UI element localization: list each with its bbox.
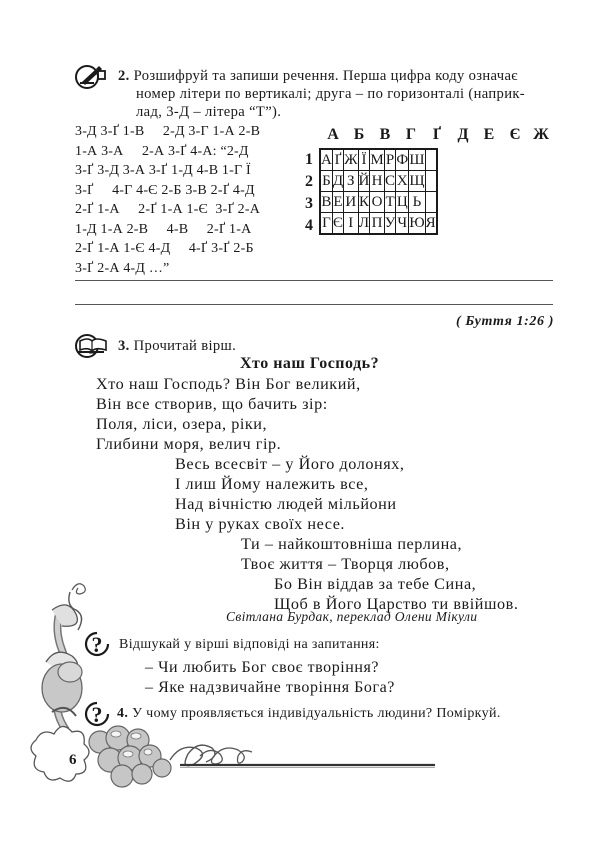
poem-line: Бо Він віддав за тебе Сина, [274, 575, 477, 593]
code-line: 2-Ґ 1-А 2-Ґ 1-А 1-Є 3-Ґ 2-А [75, 202, 261, 217]
poem-line: Глибини моря, велич гір. [96, 435, 282, 453]
task-2-line-1: Розшифруй та запиши речення. Перша цифра коду означає [133, 68, 518, 84]
code-line: 3-Ґ 3-Д 3-А 3-Ґ 1-Д 4-В 1-Г Ї [75, 163, 251, 178]
grid-cell: Ф [396, 149, 409, 171]
code-line: 1-Д 1-А 2-В 4-В 2-Ґ 1-А [75, 221, 252, 237]
grid-cell: А [320, 149, 332, 171]
table-row [320, 149, 437, 171]
poem-line: Він все створив, що бачить зір: [96, 395, 328, 413]
task-4-question: У чому проявляється індивідуальність людини? Поміркуй. [132, 706, 501, 721]
task-2-instructions [118, 67, 558, 121]
grid-cell: Ж [344, 149, 358, 171]
column-header: В [379, 126, 391, 143]
grid-cell: Ь [409, 192, 425, 213]
grid-cell: Е [332, 192, 343, 213]
poem-line: Поля, ліси, озера, ріки, [96, 415, 268, 433]
grid-cell: С [384, 171, 396, 192]
svg-text:?: ? [91, 632, 103, 657]
code-line: 3-Д 3-Ґ 1-В 2-Д 3-Г 1-А 2-В [75, 124, 261, 139]
task-2-number: 2. [118, 68, 130, 84]
column-header: Е [483, 126, 495, 143]
poem-line: Щоб в Його Царство ти ввійшов. [274, 595, 519, 613]
table-row [320, 171, 437, 192]
grid-cell: Ц [396, 192, 409, 213]
column-header: А [327, 126, 339, 143]
grid-cell: Б [320, 171, 332, 192]
table-row [320, 192, 437, 213]
grid-cell: Є [332, 213, 343, 235]
grid-cell: О [370, 192, 384, 213]
grid-cell: В [320, 192, 332, 213]
task-2-line-2: номер літери по вертикалі; друга – по горизонталі (наприк- [136, 86, 525, 102]
grid-cell: Й [358, 171, 370, 192]
grid-cell: Я [425, 213, 437, 235]
grid-cell [425, 192, 437, 213]
grid-cell: М [370, 149, 384, 171]
row-header: 4 [305, 217, 313, 234]
grid-cell: Ч [396, 213, 409, 235]
poem-line: Ти – найкоштовніша перлина, [241, 535, 463, 553]
grid-cell: Т [384, 192, 396, 213]
poem-line: Хто наш Господь? Він Бог великий, [96, 375, 361, 393]
poem-author: Світлана Бурдак, переклад Олени Мікули [226, 609, 478, 624]
code-line: 3-Ґ 2-А 4-Д …” [75, 260, 170, 276]
task-4-number: 4. [117, 706, 129, 721]
code-line: 2-Ґ 1-А 1-Є 4-Д 4-Ґ 3-Ґ 2-Б [75, 241, 254, 256]
column-header: Є [509, 126, 521, 143]
grid-cell: І [344, 213, 358, 235]
page-number: 6 [69, 752, 77, 768]
table-row [320, 213, 437, 235]
answer-line-2[interactable] [75, 304, 553, 305]
answer-line-1[interactable] [75, 280, 553, 281]
grid-cell: Д [332, 171, 343, 192]
poem-line: Твоє життя – Творця любов, [241, 555, 450, 573]
grid-cell: Ґ [332, 149, 343, 171]
grid-cell: З [344, 171, 358, 192]
question-prompt: Відшукай у вірші відповіді на запитання: [119, 637, 380, 652]
bible-reference: ( Буття 1:26 ) [456, 314, 554, 329]
cipher-code [75, 122, 290, 278]
grid-cell: Ї [358, 149, 370, 171]
grid-cell: К [358, 192, 370, 213]
grapevine-ornament-icon [30, 570, 450, 790]
svg-text:?: ? [91, 702, 103, 727]
grid-cell [425, 149, 437, 171]
grid-cell: Ш [409, 149, 425, 171]
grid-cell: Щ [409, 171, 425, 192]
poem-line: Весь всесвіт – у Його долонях, [175, 455, 405, 473]
row-header: 3 [305, 195, 313, 212]
task-3-text: Прочитай вірш. [133, 338, 237, 354]
question-item: – Чи любить Бог своє творіння? [145, 659, 380, 676]
column-header: Ж [533, 126, 549, 143]
question-item: – Яке надзвичайне творіння Бога? [145, 679, 395, 696]
cipher-table [319, 148, 438, 235]
poem-title: Хто наш Господь? [240, 355, 380, 372]
task-3-instructions [118, 337, 236, 355]
grid-cell: Г [320, 213, 332, 235]
row-header: 2 [305, 173, 313, 190]
task-3-number: 3. [118, 338, 130, 354]
grid-cell: Ю [409, 213, 425, 235]
column-header: Б [353, 126, 365, 143]
grid-cell: Х [396, 171, 409, 192]
grid-cell: Р [384, 149, 396, 171]
poem-line: І лиш Йому належить все, [175, 475, 369, 493]
task-2-line-3: лад, 3-Д – літера “Т”). [136, 104, 282, 120]
row-header: 1 [305, 151, 313, 168]
grid-cell: У [384, 213, 396, 235]
open-book-icon [74, 331, 108, 361]
code-line: 3-Ґ 4-Г 4-Є 2-Б 3-В 2-Ґ 4-Д [75, 182, 255, 198]
column-header: Ґ [432, 126, 442, 143]
code-line: 1-А 3-А 2-А 3-Ґ 4-А: “2-Д [75, 143, 249, 159]
grid-cell [425, 171, 437, 192]
poem-line: Над вічністю людей мільйони [175, 495, 397, 513]
grid-cell: И [344, 192, 358, 213]
grid-cell: Н [370, 171, 384, 192]
grid-cell: П [370, 213, 384, 235]
column-header: Г [405, 126, 417, 143]
grid-cell: Л [358, 213, 370, 235]
column-header: Д [457, 126, 469, 143]
pencil-writing-icon [74, 61, 108, 91]
poem-line: Він у руках своїх несе. [175, 515, 346, 533]
